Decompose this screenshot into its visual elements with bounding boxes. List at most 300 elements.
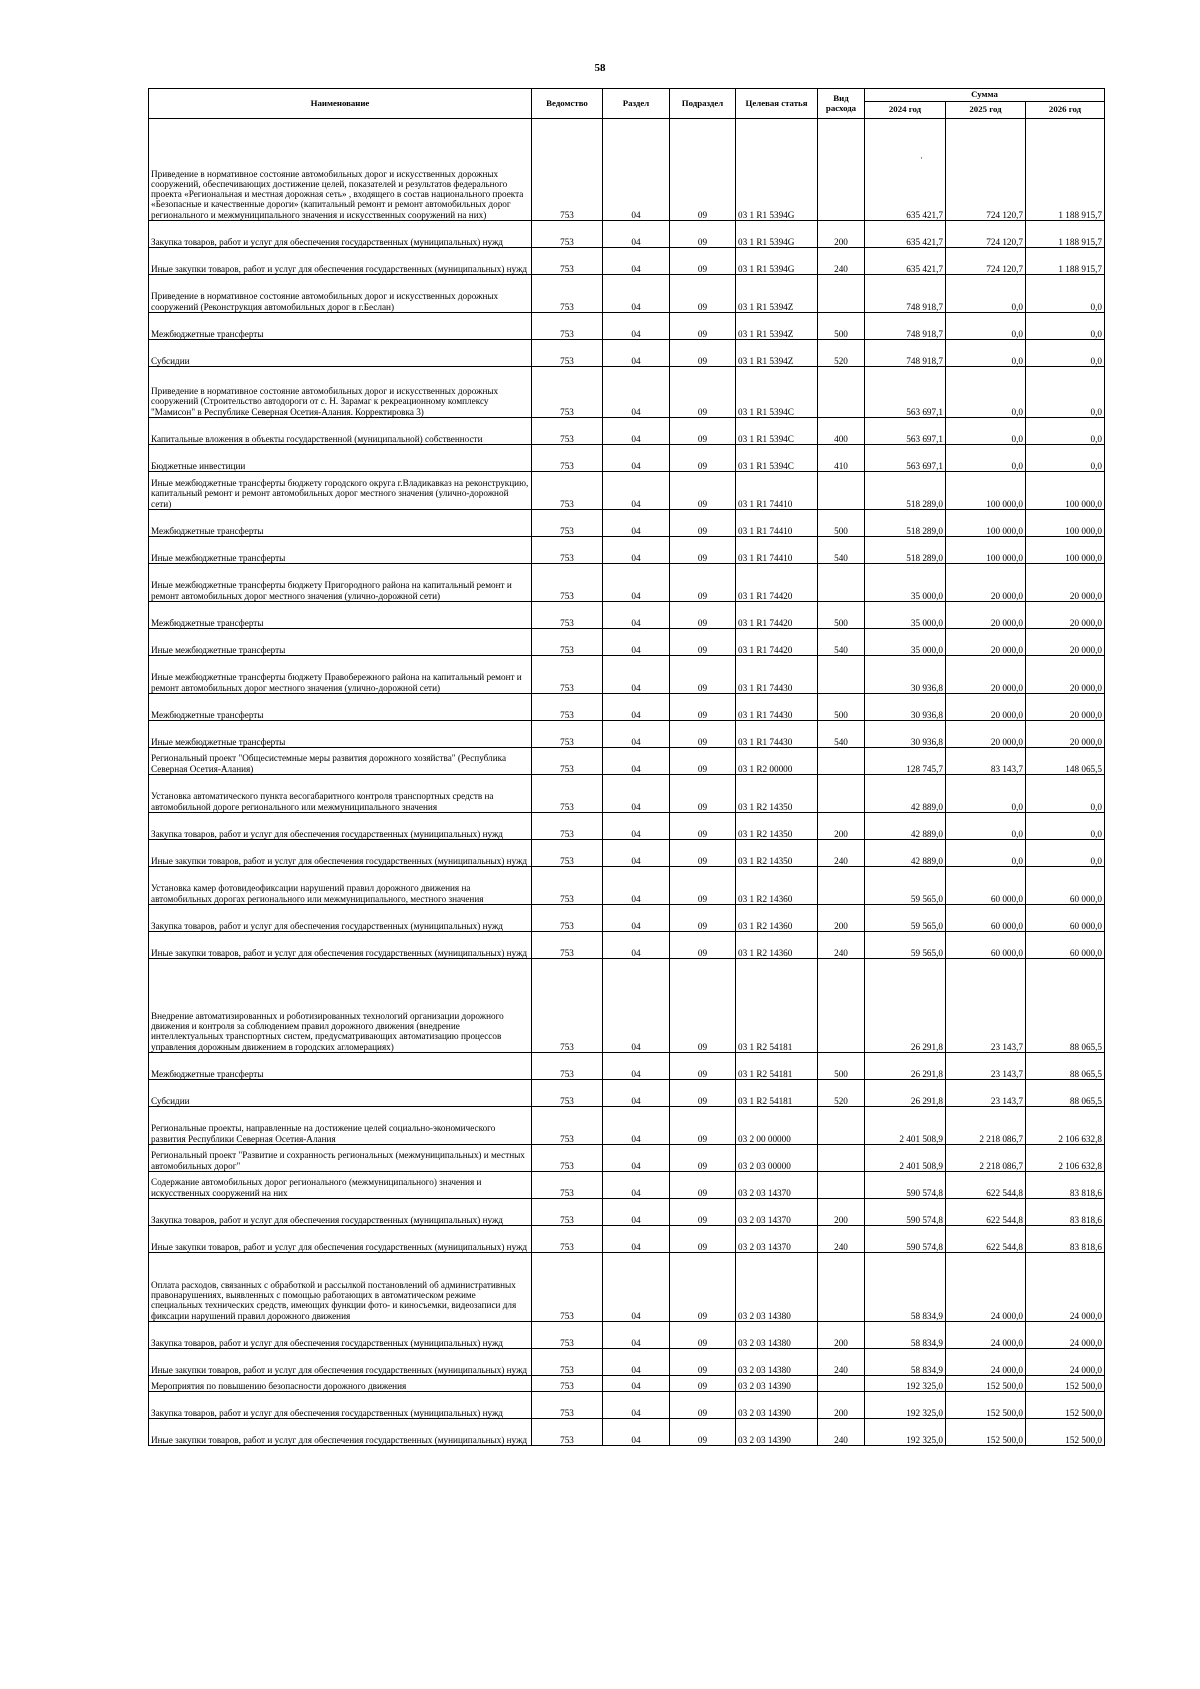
row-subsection: 09 bbox=[670, 119, 736, 221]
table-row bbox=[149, 1322, 1105, 1349]
row-expense-type: 240 bbox=[818, 1419, 865, 1446]
row-target-item: 03 1 R1 5394Z bbox=[736, 340, 818, 367]
row-expense-type: 500 bbox=[818, 602, 865, 629]
row-name: Иные межбюджетные трансферты бюджету Правобережного района на капитальный ремонт и ремонт автомобильных дорог местного значения (улично-дорожной сети) bbox=[149, 656, 532, 694]
row-target-item: 03 1 R1 74410 bbox=[736, 472, 818, 510]
row-amount-2025: 83 143,7 bbox=[946, 748, 1026, 775]
row-amount-2025: 622 544,8 bbox=[946, 1226, 1026, 1253]
row-amount-2024: 30 936,8 bbox=[865, 656, 946, 694]
row-amount-2024: 26 291,8 bbox=[865, 1053, 946, 1080]
row-amount-2024: 42 889,0 bbox=[865, 813, 946, 840]
row-amount-2024: 590 574,8 bbox=[865, 1199, 946, 1226]
row-department: 753 bbox=[532, 418, 603, 445]
row-amount-2026: 20 000,0 bbox=[1026, 721, 1105, 748]
row-target-item: 03 2 00 00000 bbox=[736, 1107, 818, 1145]
row-expense-type bbox=[818, 1376, 865, 1392]
row-amount-2026: 0,0 bbox=[1026, 775, 1105, 813]
row-amount-2025: 100 000,0 bbox=[946, 510, 1026, 537]
row-section: 04 bbox=[603, 905, 670, 932]
row-section: 04 bbox=[603, 367, 670, 418]
row-subsection: 09 bbox=[670, 602, 736, 629]
row-amount-2025: 2 218 086,7 bbox=[946, 1107, 1026, 1145]
row-expense-type bbox=[818, 367, 865, 418]
row-subsection: 09 bbox=[670, 564, 736, 602]
row-amount-2024: 26 291,8 bbox=[865, 1080, 946, 1107]
row-target-item: 03 1 R1 5394C bbox=[736, 445, 818, 472]
row-section: 04 bbox=[603, 721, 670, 748]
row-amount-2024: 563 697,1 bbox=[865, 418, 946, 445]
row-name: Иные закупки товаров, работ и услуг для обеспечения государственных (муниципальных) нужд bbox=[149, 840, 532, 867]
row-amount-2024: 59 565,0 bbox=[865, 932, 946, 959]
row-section: 04 bbox=[603, 510, 670, 537]
row-section: 04 bbox=[603, 1199, 670, 1226]
row-name: Межбюджетные трансферты bbox=[149, 602, 532, 629]
row-department: 753 bbox=[532, 1322, 603, 1349]
row-name: Субсидии bbox=[149, 340, 532, 367]
row-amount-2024: 35 000,0 bbox=[865, 629, 946, 656]
row-amount-2026: 60 000,0 bbox=[1026, 905, 1105, 932]
row-target-item: 03 1 R1 74430 bbox=[736, 694, 818, 721]
row-amount-2024: 590 574,8 bbox=[865, 1226, 946, 1253]
row-subsection: 09 bbox=[670, 1145, 736, 1172]
row-amount-2025: 622 544,8 bbox=[946, 1172, 1026, 1199]
row-amount-2026: 100 000,0 bbox=[1026, 537, 1105, 564]
row-section: 04 bbox=[603, 602, 670, 629]
row-amount-2024: 58 834,9 bbox=[865, 1253, 946, 1322]
row-department: 753 bbox=[532, 275, 603, 313]
row-amount-2024: 35 000,0 bbox=[865, 564, 946, 602]
row-target-item: 03 1 R2 54181 bbox=[736, 959, 818, 1053]
row-amount-2026: 20 000,0 bbox=[1026, 629, 1105, 656]
row-expense-type bbox=[818, 1172, 865, 1199]
row-amount-2025: 60 000,0 bbox=[946, 867, 1026, 905]
table-row bbox=[149, 1253, 1105, 1322]
row-section: 04 bbox=[603, 932, 670, 959]
row-name: Закупка товаров, работ и услуг для обеспечения государственных (муниципальных) нужд bbox=[149, 1322, 532, 1349]
row-name: Иные закупки товаров, работ и услуг для обеспечения государственных (муниципальных) нужд bbox=[149, 1226, 532, 1253]
row-subsection: 09 bbox=[670, 721, 736, 748]
row-subsection: 09 bbox=[670, 867, 736, 905]
row-section: 04 bbox=[603, 537, 670, 564]
row-subsection: 09 bbox=[670, 748, 736, 775]
row-amount-2026: 60 000,0 bbox=[1026, 867, 1105, 905]
row-expense-type bbox=[818, 1253, 865, 1322]
row-amount-2026: 0,0 bbox=[1026, 418, 1105, 445]
row-amount-2024: 563 697,1 bbox=[865, 367, 946, 418]
table-row bbox=[149, 1080, 1105, 1107]
row-department: 753 bbox=[532, 1080, 603, 1107]
row-target-item: 03 2 03 14390 bbox=[736, 1419, 818, 1446]
row-section: 04 bbox=[603, 1145, 670, 1172]
row-department: 753 bbox=[532, 564, 603, 602]
table-row bbox=[149, 418, 1105, 445]
row-amount-2024: 635 421,7 bbox=[865, 221, 946, 248]
row-department: 753 bbox=[532, 1226, 603, 1253]
table-row bbox=[149, 537, 1105, 564]
row-section: 04 bbox=[603, 840, 670, 867]
row-department: 753 bbox=[532, 602, 603, 629]
row-department: 753 bbox=[532, 775, 603, 813]
row-expense-type bbox=[818, 867, 865, 905]
row-expense-type: 540 bbox=[818, 629, 865, 656]
row-department: 753 bbox=[532, 1199, 603, 1226]
table-row bbox=[149, 1349, 1105, 1376]
row-subsection: 09 bbox=[670, 313, 736, 340]
row-amount-2025: 0,0 bbox=[946, 275, 1026, 313]
row-amount-2025: 24 000,0 bbox=[946, 1253, 1026, 1322]
row-amount-2025: 0,0 bbox=[946, 813, 1026, 840]
table-row bbox=[149, 1053, 1105, 1080]
row-amount-2025: 724 120,7 bbox=[946, 221, 1026, 248]
row-department: 753 bbox=[532, 840, 603, 867]
row-subsection: 09 bbox=[670, 629, 736, 656]
row-name: Оплата расходов, связанных с обработкой и рассылкой постановлений об административных правонарушениях, выявленных с помощью работающих в автоматическом режиме специальных технических средств, имеющих функции фото- и киносъемки, видеозаписи для фиксации нарушений правил дорожного движения bbox=[149, 1253, 532, 1322]
row-amount-2026: 83 818,6 bbox=[1026, 1172, 1105, 1199]
row-section: 04 bbox=[603, 629, 670, 656]
row-amount-2025: 0,0 bbox=[946, 340, 1026, 367]
row-subsection: 09 bbox=[670, 959, 736, 1053]
row-name: Капитальные вложения в объекты государственной (муниципальной) собственности bbox=[149, 418, 532, 445]
row-target-item: 03 1 R1 5394C bbox=[736, 418, 818, 445]
row-name: Иные межбюджетные трансферты бюджету городского округа г.Владикавказ на реконструкцию, капитальный ремонт и ремонт автомобильных дорог местного значения (улично-дорожной сети) bbox=[149, 472, 532, 510]
row-subsection: 09 bbox=[670, 1107, 736, 1145]
row-amount-2024: 35 000,0 bbox=[865, 602, 946, 629]
row-name: Закупка товаров, работ и услуг для обеспечения государственных (муниципальных) нужд bbox=[149, 813, 532, 840]
row-section: 04 bbox=[603, 221, 670, 248]
row-department: 753 bbox=[532, 1145, 603, 1172]
row-target-item: 03 2 03 00000 bbox=[736, 1145, 818, 1172]
row-expense-type: 240 bbox=[818, 1349, 865, 1376]
table-row bbox=[149, 1145, 1105, 1172]
row-subsection: 09 bbox=[670, 275, 736, 313]
row-amount-2024: 748 918,7 bbox=[865, 340, 946, 367]
row-name: Региональный проект "Общесистемные меры развития дорожного хозяйства" (Республика Северная Осетия-Алания) bbox=[149, 748, 532, 775]
row-name: Субсидии bbox=[149, 1080, 532, 1107]
row-amount-2026: 60 000,0 bbox=[1026, 932, 1105, 959]
row-subsection: 09 bbox=[670, 1199, 736, 1226]
row-subsection: 09 bbox=[670, 537, 736, 564]
row-amount-2024: 128 745,7 bbox=[865, 748, 946, 775]
row-amount-2026: 2 106 632,8 bbox=[1026, 1107, 1105, 1145]
row-name: Бюджетные инвестиции bbox=[149, 445, 532, 472]
row-target-item: 03 1 R1 5394G bbox=[736, 119, 818, 221]
row-subsection: 09 bbox=[670, 445, 736, 472]
row-amount-2026: 0,0 bbox=[1026, 813, 1105, 840]
row-amount-2025: 20 000,0 bbox=[946, 564, 1026, 602]
table-row bbox=[149, 445, 1105, 472]
row-amount-2026: 0,0 bbox=[1026, 275, 1105, 313]
row-amount-2026: 100 000,0 bbox=[1026, 510, 1105, 537]
row-name: Иные закупки товаров, работ и услуг для обеспечения государственных (муниципальных) нужд bbox=[149, 1349, 532, 1376]
row-section: 04 bbox=[603, 248, 670, 275]
row-subsection: 09 bbox=[670, 340, 736, 367]
row-name: Межбюджетные трансферты bbox=[149, 313, 532, 340]
row-subsection: 09 bbox=[670, 813, 736, 840]
row-subsection: 09 bbox=[670, 1226, 736, 1253]
row-expense-type bbox=[818, 119, 865, 221]
row-subsection: 09 bbox=[670, 1053, 736, 1080]
row-section: 04 bbox=[603, 564, 670, 602]
row-amount-2024: 748 918,7 bbox=[865, 275, 946, 313]
row-name: Иные межбюджетные трансферты бюджету Пригородного района на капитальный ремонт и ремонт автомобильных дорог местного значения (улично-дорожной сети) bbox=[149, 564, 532, 602]
row-target-item: 03 1 R2 14350 bbox=[736, 840, 818, 867]
row-amount-2025: 0,0 bbox=[946, 775, 1026, 813]
row-section: 04 bbox=[603, 1253, 670, 1322]
row-expense-type: 500 bbox=[818, 510, 865, 537]
table-row bbox=[149, 629, 1105, 656]
row-expense-type bbox=[818, 564, 865, 602]
row-amount-2025: 60 000,0 bbox=[946, 932, 1026, 959]
row-expense-type: 400 bbox=[818, 418, 865, 445]
row-subsection: 09 bbox=[670, 1172, 736, 1199]
row-section: 04 bbox=[603, 1053, 670, 1080]
table-row bbox=[149, 656, 1105, 694]
stray-mark: · bbox=[920, 153, 923, 163]
row-name: Межбюджетные трансферты bbox=[149, 694, 532, 721]
row-expense-type: 200 bbox=[818, 905, 865, 932]
row-section: 04 bbox=[603, 867, 670, 905]
row-department: 753 bbox=[532, 1376, 603, 1392]
row-amount-2024: 42 889,0 bbox=[865, 840, 946, 867]
table-row bbox=[149, 775, 1105, 813]
row-subsection: 09 bbox=[670, 932, 736, 959]
row-amount-2026: 20 000,0 bbox=[1026, 602, 1105, 629]
row-name: Содержание автомобильных дорог регионального (межмуниципального) значения и искусственных сооружений на них bbox=[149, 1172, 532, 1199]
row-amount-2025: 20 000,0 bbox=[946, 694, 1026, 721]
row-name: Закупка товаров, работ и услуг для обеспечения государственных (муниципальных) нужд bbox=[149, 905, 532, 932]
row-section: 04 bbox=[603, 959, 670, 1053]
row-amount-2025: 2 218 086,7 bbox=[946, 1145, 1026, 1172]
row-expense-type: 200 bbox=[818, 1392, 865, 1419]
table-row bbox=[149, 119, 1105, 221]
row-department: 753 bbox=[532, 472, 603, 510]
row-amount-2025: 0,0 bbox=[946, 418, 1026, 445]
row-target-item: 03 1 R1 74410 bbox=[736, 537, 818, 564]
table-row bbox=[149, 748, 1105, 775]
row-target-item: 03 2 03 14380 bbox=[736, 1322, 818, 1349]
table-row bbox=[149, 813, 1105, 840]
row-amount-2025: 622 544,8 bbox=[946, 1199, 1026, 1226]
row-amount-2024: 590 574,8 bbox=[865, 1172, 946, 1199]
row-department: 753 bbox=[532, 537, 603, 564]
row-amount-2025: 23 143,7 bbox=[946, 1080, 1026, 1107]
header-subsection: Подраздел bbox=[670, 89, 736, 119]
header-year-2024: 2024 год bbox=[865, 102, 946, 119]
header-section: Раздел bbox=[603, 89, 670, 119]
row-expense-type: 520 bbox=[818, 1080, 865, 1107]
table-row bbox=[149, 1392, 1105, 1419]
budget-table bbox=[148, 88, 1105, 1446]
header-department: Ведомство bbox=[532, 89, 603, 119]
row-section: 04 bbox=[603, 445, 670, 472]
row-amount-2025: 23 143,7 bbox=[946, 1053, 1026, 1080]
row-section: 04 bbox=[603, 1322, 670, 1349]
row-section: 04 bbox=[603, 340, 670, 367]
row-amount-2026: 0,0 bbox=[1026, 367, 1105, 418]
row-department: 753 bbox=[532, 1107, 603, 1145]
row-section: 04 bbox=[603, 313, 670, 340]
row-amount-2026: 152 500,0 bbox=[1026, 1419, 1105, 1446]
table-row bbox=[149, 694, 1105, 721]
row-expense-type: 540 bbox=[818, 721, 865, 748]
row-target-item: 03 1 R1 5394G bbox=[736, 221, 818, 248]
row-department: 753 bbox=[532, 510, 603, 537]
table-row bbox=[149, 564, 1105, 602]
table-row bbox=[149, 367, 1105, 418]
row-amount-2024: 192 325,0 bbox=[865, 1419, 946, 1446]
row-name: Приведение в нормативное состояние автомобильных дорог и искусственных дорожных сооружений, обеспечивающих достижение целей, показателей и результатов федерального проекта «Региональная и местная дорожная сеть» , входящего в состав национального проекта «Безопасные и качественные дороги» (капитальный ремонт и ремонт автомобильных дорог регионального и межмуниципального значения и искусственных сооружений на них) bbox=[149, 119, 532, 221]
row-expense-type: 200 bbox=[818, 1322, 865, 1349]
row-section: 04 bbox=[603, 694, 670, 721]
row-subsection: 09 bbox=[670, 1322, 736, 1349]
row-section: 04 bbox=[603, 1080, 670, 1107]
row-department: 753 bbox=[532, 813, 603, 840]
row-name: Закупка товаров, работ и услуг для обеспечения государственных (муниципальных) нужд bbox=[149, 1392, 532, 1419]
row-department: 753 bbox=[532, 367, 603, 418]
page-number: 58 bbox=[594, 62, 606, 74]
row-amount-2026: 20 000,0 bbox=[1026, 694, 1105, 721]
table-row bbox=[149, 905, 1105, 932]
row-amount-2026: 148 065,5 bbox=[1026, 748, 1105, 775]
row-name: Иные межбюджетные трансферты bbox=[149, 629, 532, 656]
row-subsection: 09 bbox=[670, 1080, 736, 1107]
row-section: 04 bbox=[603, 748, 670, 775]
table-row bbox=[149, 602, 1105, 629]
row-section: 04 bbox=[603, 813, 670, 840]
row-target-item: 03 1 R2 14350 bbox=[736, 775, 818, 813]
table-row bbox=[149, 1226, 1105, 1253]
row-target-item: 03 2 03 14390 bbox=[736, 1392, 818, 1419]
row-section: 04 bbox=[603, 1419, 670, 1446]
row-expense-type: 240 bbox=[818, 840, 865, 867]
row-expense-type bbox=[818, 472, 865, 510]
table-row bbox=[149, 313, 1105, 340]
row-section: 04 bbox=[603, 1349, 670, 1376]
row-department: 753 bbox=[532, 1053, 603, 1080]
row-name: Межбюджетные трансферты bbox=[149, 1053, 532, 1080]
row-amount-2024: 518 289,0 bbox=[865, 472, 946, 510]
row-amount-2025: 0,0 bbox=[946, 313, 1026, 340]
table-row bbox=[149, 959, 1105, 1053]
row-target-item: 03 1 R1 74430 bbox=[736, 656, 818, 694]
row-amount-2024: 42 889,0 bbox=[865, 775, 946, 813]
row-section: 04 bbox=[603, 119, 670, 221]
row-expense-type: 540 bbox=[818, 537, 865, 564]
row-section: 04 bbox=[603, 275, 670, 313]
row-target-item: 03 2 03 14370 bbox=[736, 1172, 818, 1199]
row-subsection: 09 bbox=[670, 905, 736, 932]
row-expense-type: 500 bbox=[818, 313, 865, 340]
row-amount-2025: 20 000,0 bbox=[946, 721, 1026, 748]
row-amount-2024: 2 401 508,9 bbox=[865, 1107, 946, 1145]
table-row bbox=[149, 472, 1105, 510]
row-department: 753 bbox=[532, 313, 603, 340]
row-expense-type: 240 bbox=[818, 1226, 865, 1253]
row-amount-2025: 0,0 bbox=[946, 445, 1026, 472]
row-subsection: 09 bbox=[670, 840, 736, 867]
row-amount-2026: 24 000,0 bbox=[1026, 1253, 1105, 1322]
row-amount-2025: 152 500,0 bbox=[946, 1376, 1026, 1392]
row-section: 04 bbox=[603, 1376, 670, 1392]
row-target-item: 03 1 R1 74430 bbox=[736, 721, 818, 748]
row-expense-type bbox=[818, 959, 865, 1053]
row-name: Установка автоматического пункта весогабаритного контроля транспортных средств на автомобильной дороге регионального или межмуниципального значения bbox=[149, 775, 532, 813]
row-name: Приведение в нормативное состояние автомобильных дорог и искусственных дорожных сооружений (Реконструкция автомобильных дорог в г.Беслан) bbox=[149, 275, 532, 313]
row-name: Внедрение автоматизированных и роботизированных технологий организации дорожного движения и контроля за соблюдением правил дорожного движения (внедрение интеллектуальных транспортных систем, предусматривающих автоматизацию процессов управления дорожным движением в городских агломерациях) bbox=[149, 959, 532, 1053]
row-amount-2024: 192 325,0 bbox=[865, 1392, 946, 1419]
row-amount-2025: 0,0 bbox=[946, 840, 1026, 867]
row-name: Иные межбюджетные трансферты bbox=[149, 721, 532, 748]
row-amount-2024: 518 289,0 bbox=[865, 510, 946, 537]
row-amount-2024: 635 421,7 bbox=[865, 248, 946, 275]
row-target-item: 03 1 R1 5394Z bbox=[736, 313, 818, 340]
row-name: Мероприятия по повышению безопасности дорожного движения bbox=[149, 1376, 532, 1392]
row-target-item: 03 2 03 14380 bbox=[736, 1349, 818, 1376]
row-department: 753 bbox=[532, 629, 603, 656]
header-year-2025: 2025 год bbox=[946, 102, 1026, 119]
table-body bbox=[149, 119, 1105, 1446]
row-section: 04 bbox=[603, 418, 670, 445]
row-amount-2026: 83 818,6 bbox=[1026, 1226, 1105, 1253]
row-section: 04 bbox=[603, 1172, 670, 1199]
row-expense-type bbox=[818, 1107, 865, 1145]
row-department: 753 bbox=[532, 932, 603, 959]
row-amount-2026: 2 106 632,8 bbox=[1026, 1145, 1105, 1172]
row-expense-type bbox=[818, 656, 865, 694]
row-department: 753 bbox=[532, 694, 603, 721]
row-subsection: 09 bbox=[670, 1253, 736, 1322]
row-amount-2025: 724 120,7 bbox=[946, 119, 1026, 221]
row-amount-2025: 24 000,0 bbox=[946, 1349, 1026, 1376]
row-expense-type: 240 bbox=[818, 932, 865, 959]
row-expense-type: 500 bbox=[818, 694, 865, 721]
row-subsection: 09 bbox=[670, 510, 736, 537]
row-expense-type: 200 bbox=[818, 221, 865, 248]
row-amount-2025: 100 000,0 bbox=[946, 472, 1026, 510]
row-department: 753 bbox=[532, 119, 603, 221]
table-row bbox=[149, 340, 1105, 367]
table-row bbox=[149, 867, 1105, 905]
row-amount-2025: 20 000,0 bbox=[946, 656, 1026, 694]
row-target-item: 03 1 R1 74410 bbox=[736, 510, 818, 537]
row-name: Установка камер фотовидеофиксации нарушений правил дорожного движения на автомобильных дорогах регионального или межмуниципального, местного значения bbox=[149, 867, 532, 905]
row-amount-2026: 0,0 bbox=[1026, 340, 1105, 367]
row-name: Межбюджетные трансферты bbox=[149, 510, 532, 537]
table-row bbox=[149, 840, 1105, 867]
row-expense-type bbox=[818, 775, 865, 813]
row-department: 753 bbox=[532, 340, 603, 367]
row-subsection: 09 bbox=[670, 1349, 736, 1376]
row-subsection: 09 bbox=[670, 367, 736, 418]
row-subsection: 09 bbox=[670, 472, 736, 510]
row-amount-2025: 20 000,0 bbox=[946, 629, 1026, 656]
row-amount-2026: 0,0 bbox=[1026, 840, 1105, 867]
row-department: 753 bbox=[532, 656, 603, 694]
row-department: 753 bbox=[532, 445, 603, 472]
header-target-item: Целевая статья bbox=[736, 89, 818, 119]
row-expense-type: 200 bbox=[818, 813, 865, 840]
row-amount-2025: 724 120,7 bbox=[946, 248, 1026, 275]
row-name: Приведение в нормативное состояние автомобильных дорог и искусственных дорожных сооружений (Строительство автодороги от с. Н. Зарамаг к рекреационному комплексу "Мамисон" в Республике Северная Осетия-Алания. Корректировка 3) bbox=[149, 367, 532, 418]
table-row bbox=[149, 932, 1105, 959]
table-row bbox=[149, 1419, 1105, 1446]
row-amount-2025: 60 000,0 bbox=[946, 905, 1026, 932]
row-target-item: 03 2 03 14380 bbox=[736, 1253, 818, 1322]
table-row bbox=[149, 721, 1105, 748]
row-amount-2026: 1 188 915,7 bbox=[1026, 221, 1105, 248]
row-amount-2024: 59 565,0 bbox=[865, 867, 946, 905]
row-amount-2026: 88 065,5 bbox=[1026, 1053, 1105, 1080]
